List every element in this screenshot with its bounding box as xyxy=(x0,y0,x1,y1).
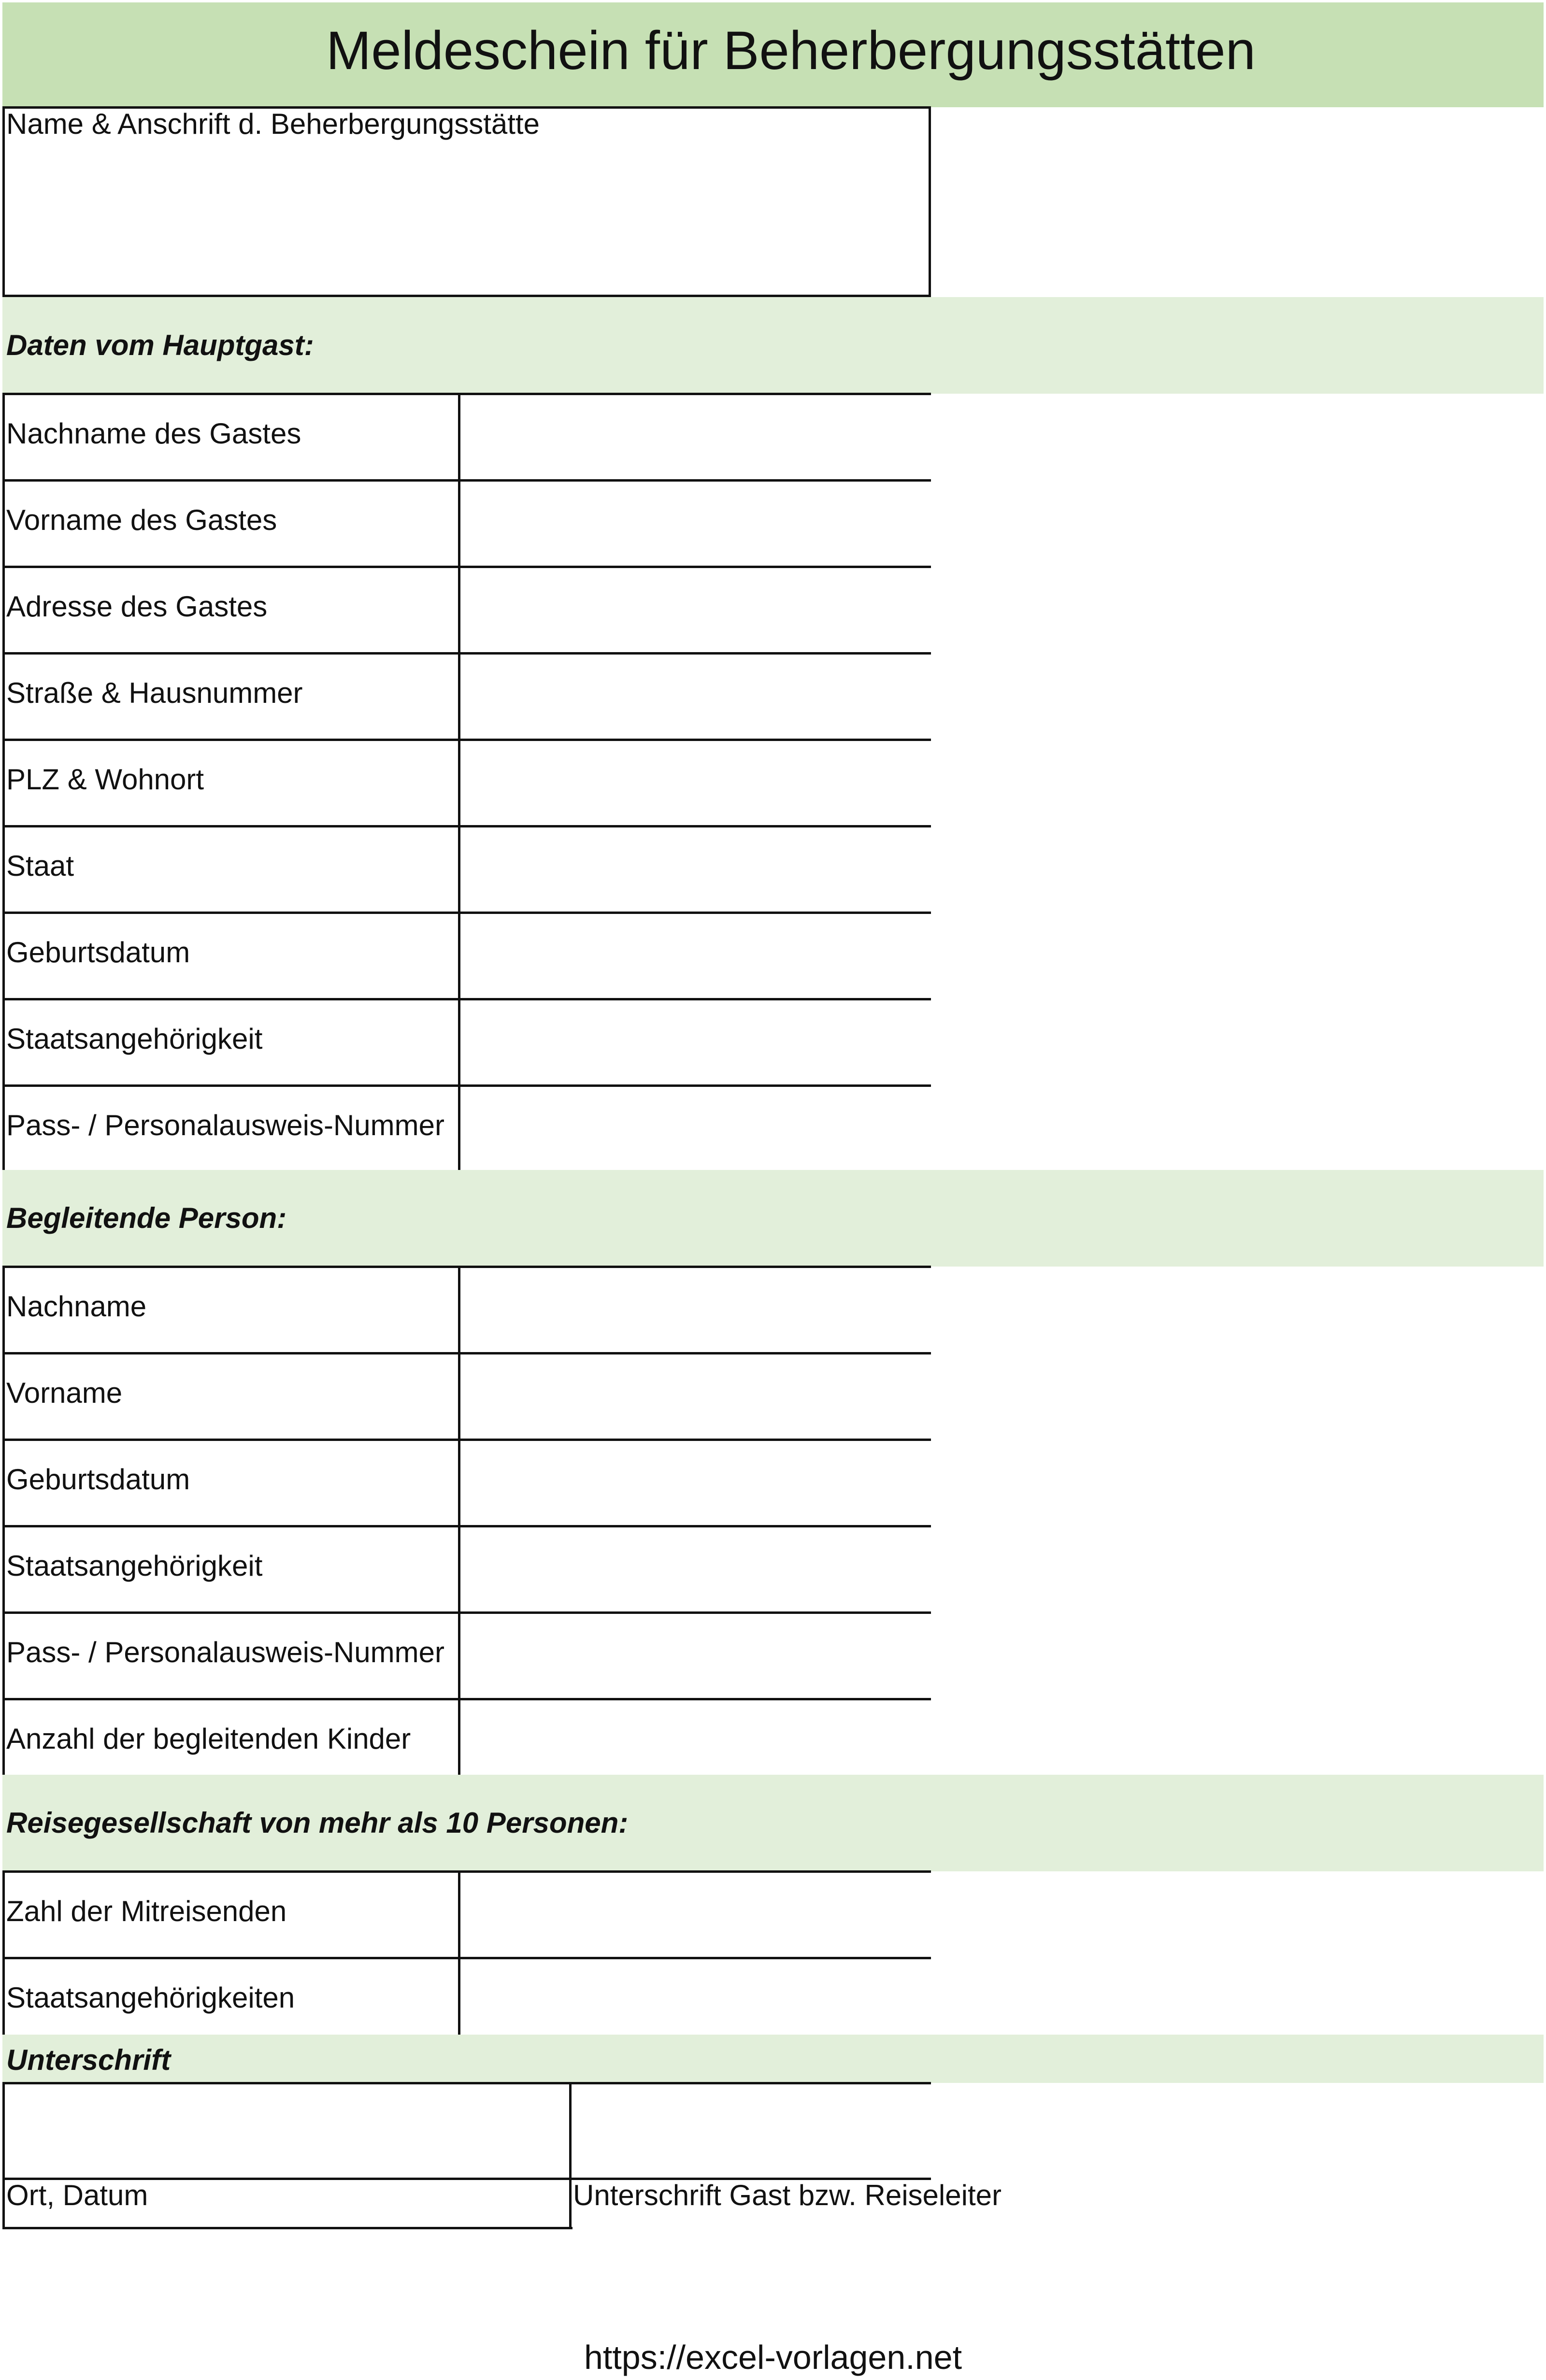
group-field-input[interactable] xyxy=(460,1959,931,2043)
divider xyxy=(2,1957,5,2046)
divider xyxy=(2,566,5,655)
place-date-field[interactable] xyxy=(5,2084,568,2176)
title-clip xyxy=(2,2,1256,107)
companion-field-label: Nachname xyxy=(6,1290,147,1323)
companion-field-input[interactable] xyxy=(460,1354,931,1439)
main-guest-field-label: Geburtsdatum xyxy=(6,936,190,969)
divider xyxy=(2,825,5,914)
divider xyxy=(2,739,5,827)
divider xyxy=(2,2227,573,2229)
main-guest-field-label: Vorname des Gastes xyxy=(6,504,277,536)
page-title: Meldeschein für Beherbergungsstätten xyxy=(326,20,1256,81)
divider xyxy=(2,393,5,482)
companion-heading: Begleitende Person: xyxy=(6,1202,287,1234)
companion-field-label: Vorname xyxy=(6,1377,123,1409)
divider xyxy=(2,998,5,1087)
main-guest-field-label: Adresse des Gastes xyxy=(6,590,268,623)
companion-field-label: Anzahl der begleitenden Kinder xyxy=(6,1723,411,1755)
group-field-label: Zahl der Mitreisenden xyxy=(6,1895,287,1927)
companion-field-label: Geburtsdatum xyxy=(6,1463,190,1496)
main-guest-field-label: Nachname des Gastes xyxy=(6,417,301,450)
divider xyxy=(2,1352,5,1441)
main-guest-field-label: Staatsangehörigkeit xyxy=(6,1023,263,1055)
divider xyxy=(2,652,5,741)
main-guest-field-label: Pass- / Personalausweis-Nummer xyxy=(6,1109,444,1141)
divider xyxy=(2,1084,5,1173)
group-field-input[interactable] xyxy=(460,1873,931,1957)
companion-field-input[interactable] xyxy=(460,1441,931,1525)
main-guest-field-label: PLZ & Wohnort xyxy=(6,763,204,796)
main-guest-field-input[interactable] xyxy=(460,1087,931,1171)
divider xyxy=(2,1439,5,1527)
group-heading: Reisegesellschaft von mehr als 10 Personen: xyxy=(6,1807,629,1839)
divider xyxy=(2,1870,5,1959)
companion-field-input[interactable] xyxy=(460,1527,931,1611)
main-guest-field-input[interactable] xyxy=(460,568,931,652)
main-guest-field-input[interactable] xyxy=(460,1000,931,1084)
main-guest-field-input[interactable] xyxy=(460,827,931,912)
companion-field-label: Pass- / Personalausweis-Nummer xyxy=(6,1636,444,1668)
companion-field-input[interactable] xyxy=(460,1700,931,1784)
main-guest-field-input[interactable] xyxy=(460,741,931,825)
footer-url[interactable]: https://excel-vorlagen.net xyxy=(584,2338,962,2376)
establishment-label: Name & Anschrift d. Beherbergungsstätte xyxy=(6,108,540,140)
place-date-label: Ort, Datum xyxy=(6,2179,148,2211)
main-guest-field-input[interactable] xyxy=(460,482,931,566)
group-field-label: Staatsangehörigkeiten xyxy=(6,1981,295,2014)
guest-signature-label: Unterschrift Gast bzw. Reiseleiter xyxy=(573,2179,1002,2211)
main-guest-field-input[interactable] xyxy=(460,395,931,479)
companion-field-label: Staatsangehörigkeit xyxy=(6,1550,263,1582)
divider xyxy=(2,1525,5,1614)
main-guest-field-input[interactable] xyxy=(460,655,931,739)
divider xyxy=(2,1698,5,1787)
main-guest-field-label: Straße & Hausnummer xyxy=(6,677,303,709)
main-guest-field-label: Staat xyxy=(6,850,74,882)
signature-heading: Unterschrift xyxy=(6,2044,171,2076)
guest-signature-field[interactable] xyxy=(572,2084,929,2176)
companion-field-input[interactable] xyxy=(460,1614,931,1698)
signature-heading-band xyxy=(2,2035,1544,2083)
divider xyxy=(2,479,5,568)
divider xyxy=(2,1611,5,1700)
main-guest-heading: Daten vom Hauptgast: xyxy=(6,329,314,361)
companion-field-input[interactable] xyxy=(460,1268,931,1352)
main-guest-field-input[interactable] xyxy=(460,914,931,998)
divider xyxy=(2,1266,5,1354)
divider xyxy=(2,912,5,1000)
